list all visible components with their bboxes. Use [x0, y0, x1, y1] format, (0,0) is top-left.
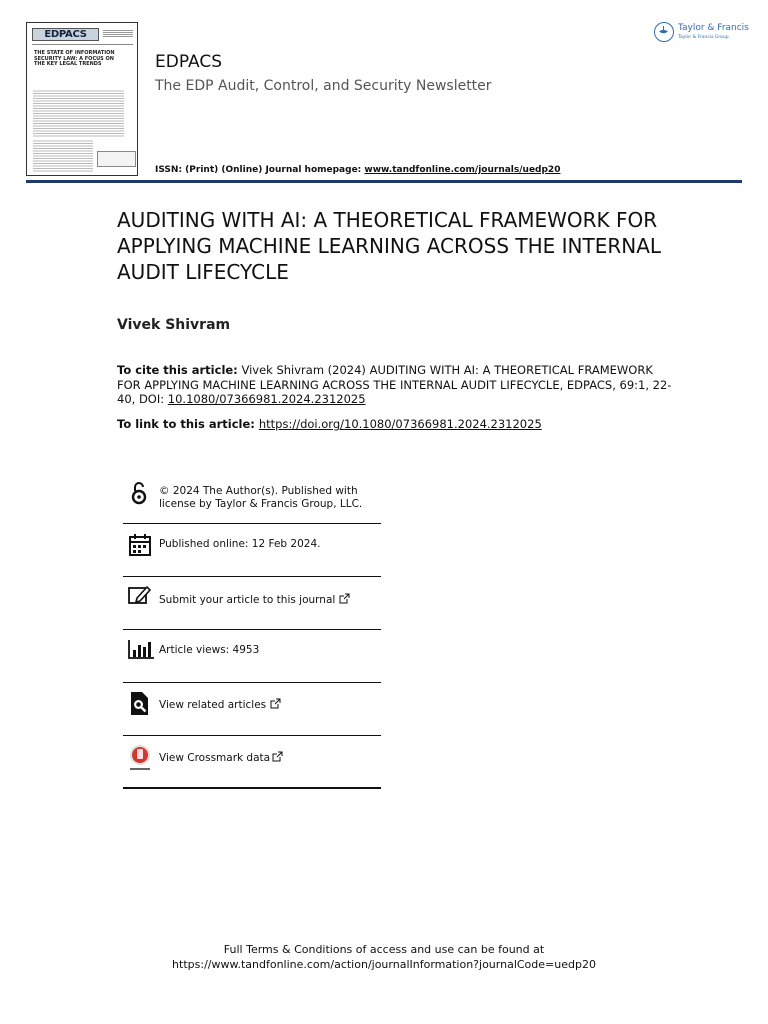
header-divider	[26, 180, 742, 183]
issn-label: ISSN: (Print) (Online) Journal homepage:	[155, 165, 365, 175]
tf-logo-icon	[654, 22, 674, 42]
submit-text: Submit your article to this journal	[159, 594, 336, 606]
crossmark-icon	[127, 744, 153, 770]
bar-chart-icon	[127, 636, 153, 662]
link-label: To link to this article:	[117, 417, 259, 431]
article-url-link[interactable]: https://doi.org/10.1080/07366981.2024.2312025	[258, 417, 542, 431]
link-block	[117, 417, 677, 431]
open-access-row	[123, 478, 381, 518]
submit-label[interactable]	[159, 593, 350, 607]
license-line-2: license by Taylor & Francis Group, LLC.	[159, 498, 363, 510]
article-author: Vivek Shivram	[117, 317, 231, 333]
license-text	[159, 485, 362, 511]
related-text: View related articles	[159, 699, 267, 711]
cover-masthead: EDPACS	[32, 28, 99, 41]
tf-logo-name: Taylor & Francis	[678, 23, 749, 33]
external-link-icon	[270, 698, 281, 709]
edit-icon	[127, 583, 153, 609]
related-row[interactable]	[123, 689, 381, 729]
citation-block	[117, 363, 677, 407]
external-link-icon	[339, 593, 350, 604]
article-title: AUDITING WITH AI: A THEORETICAL FRAMEWORK FOR APPLYING MACHINE LEARNING ACROSS THE INTERNAL AUDIT LIFECYCLE	[117, 208, 662, 284]
info-divider	[123, 523, 381, 524]
journal-subtitle: The EDP Audit, Control, and Security Newsletter	[155, 78, 492, 94]
crossmark-text: View Crossmark data	[159, 752, 271, 764]
published-row	[123, 530, 381, 570]
issn-line	[155, 165, 560, 175]
footer-url[interactable]: https://www.tandfonline.com/action/journalInformation?journalCode=uedp20	[172, 958, 596, 971]
cite-text: Vivek Shivram (2024) AUDITING WITH AI: A THEORETICAL FRAMEWORK FOR APPLYING MACHINE LEARNING ACROSS THE INTERNAL AUDIT LIFECYCLE, EDPACS, 69:1, 22-40, DOI:	[117, 363, 672, 406]
cover-subhead	[103, 29, 133, 38]
tf-logo-group: Taylor & Francis Group	[678, 35, 729, 40]
related-label[interactable]	[159, 698, 281, 712]
info-divider	[123, 576, 381, 577]
cite-label: To cite this article:	[117, 363, 238, 377]
views-row	[123, 636, 381, 676]
cover-body-text	[33, 89, 124, 137]
info-divider	[123, 682, 381, 683]
info-divider	[123, 735, 381, 736]
crossmark-row[interactable]	[123, 742, 381, 782]
cover-body-text	[33, 139, 93, 173]
article-views: Article views: 4953	[159, 644, 260, 656]
terms-footer	[84, 942, 684, 972]
taylor-francis-logo	[654, 22, 748, 46]
info-divider-bottom	[123, 787, 381, 789]
journal-homepage-link[interactable]: www.tandfonline.com/journals/uedp20	[364, 165, 561, 175]
cover-title: THE STATE OF INFORMATION SECURITY LAW: A FOCUS ON THE KEY LEGAL TRENDS	[34, 50, 115, 67]
info-divider	[123, 629, 381, 630]
cover-box	[97, 151, 136, 167]
crossmark-label[interactable]	[159, 751, 283, 765]
open-access-icon	[127, 480, 153, 506]
published-date: Published online: 12 Feb 2024.	[159, 538, 321, 550]
doi-link[interactable]: 10.1080/07366981.2024.2312025	[167, 392, 366, 406]
calendar-icon	[127, 532, 153, 558]
cover-divider	[32, 44, 133, 45]
submit-row[interactable]	[123, 583, 381, 623]
footer-line-1: Full Terms & Conditions of access and use can be found at	[223, 943, 545, 956]
journal-cover-thumbnail	[26, 22, 138, 176]
journal-title: EDPACS	[155, 52, 222, 72]
license-line-1: © 2024 The Author(s). Published with	[159, 485, 358, 497]
external-link-icon	[272, 751, 283, 762]
related-search-icon	[127, 690, 153, 716]
